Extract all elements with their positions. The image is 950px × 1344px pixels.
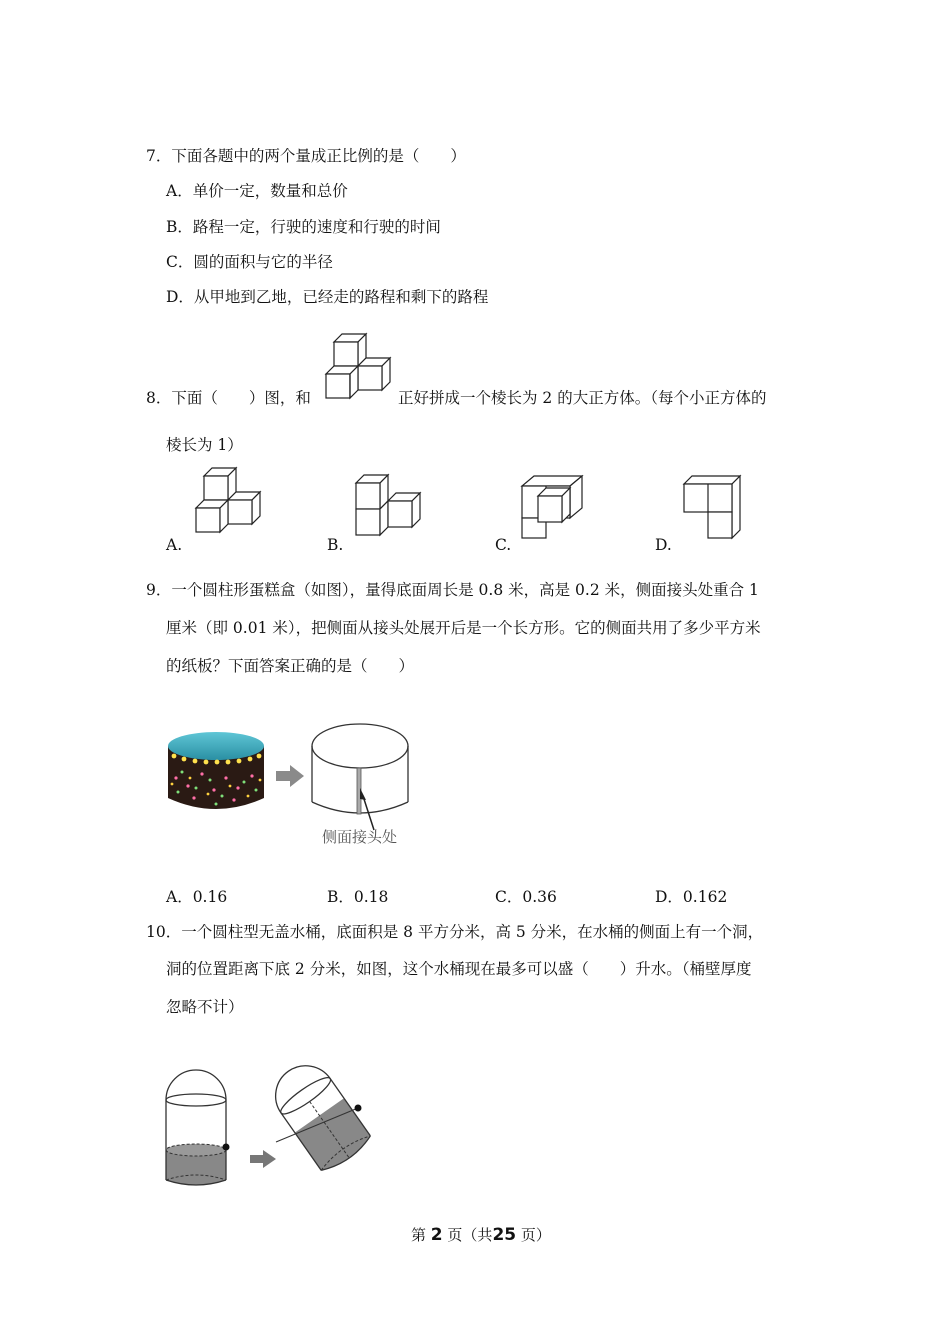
q7-option-c: C．圆的面积与它的半径 — [166, 253, 333, 271]
q8-stem-part1: 8．下面（ ）图，和 — [146, 389, 311, 407]
footer-suffix: 页） — [520, 1226, 551, 1244]
seam-label: 侧面接头处 — [322, 828, 398, 846]
q9-line2: 厘米（即 0.01 米），把侧面从接头处展开后是一个长方形。它的侧面共用了多少平方米 — [166, 619, 761, 637]
right-arrow-icon — [276, 765, 304, 787]
q9-line1: 9．一个圆柱形蛋糕盒（如图），量得底面周长是 0.8 米，高是 0.2 米，侧面接头处重合 1 — [146, 581, 759, 599]
q7-option-d: D．从甲地到乙地，已经走的路程和剩下的路程 — [166, 288, 489, 306]
q8-option-c-label: C. — [495, 536, 512, 554]
q8-stem-part2: 正好拼成一个棱长为 2 的大正方体。（每个小正方体的 — [398, 389, 767, 407]
q8-option-d-label: D. — [655, 536, 672, 554]
q7-option-b: B．路程一定，行驶的速度和行驶的时间 — [166, 218, 441, 236]
q10-line1: 10．一个圆柱型无盖水桶，底面积是 8 平方分米，高 5 分米，在水桶的侧面上有一个洞， — [146, 923, 764, 941]
q8-option-b-label: B. — [327, 536, 344, 554]
footer-mid: 页（共 — [447, 1226, 493, 1244]
q9-line3: 的纸板？下面答案正确的是（ ） — [166, 657, 415, 675]
q9-option-a: A．0.16 — [166, 888, 228, 906]
q9-option-b: B．0.18 — [327, 888, 389, 906]
q8-stem-line2: 棱长为 1） — [166, 436, 243, 454]
q9-option-c: C．0.36 — [495, 888, 557, 906]
page-footer — [411, 1224, 551, 1245]
q8-option-c-figure — [518, 474, 590, 544]
q8-option-b-figure — [352, 467, 428, 543]
q8-option-a-label: A. — [166, 536, 183, 554]
footer-prefix: 第 — [411, 1226, 427, 1244]
cylinder-side-figure — [308, 720, 414, 824]
upright-bucket-figure — [160, 1064, 236, 1192]
q8-option-d-figure — [680, 474, 750, 544]
q8-option-a-figure — [192, 464, 266, 540]
q9-option-d: D．0.162 — [655, 888, 728, 906]
q7-option-a: A．单价一定，数量和总价 — [166, 182, 348, 200]
q7-stem: 7．下面各题中的两个量成正比例的是（ ） — [146, 147, 466, 165]
tilted-bucket-figure — [262, 1060, 386, 1184]
cake-image — [164, 728, 268, 818]
q8-given-cube-figure — [324, 330, 394, 406]
q10-line2: 洞的位置距离下底 2 分米，如图，这个水桶现在最多可以盛（ ）升水。（桶壁厚度 — [166, 960, 752, 978]
q10-line3: 忽略不计） — [166, 998, 244, 1016]
footer-page-number: 2 — [430, 1225, 443, 1245]
footer-total-pages: 25 — [492, 1225, 517, 1245]
